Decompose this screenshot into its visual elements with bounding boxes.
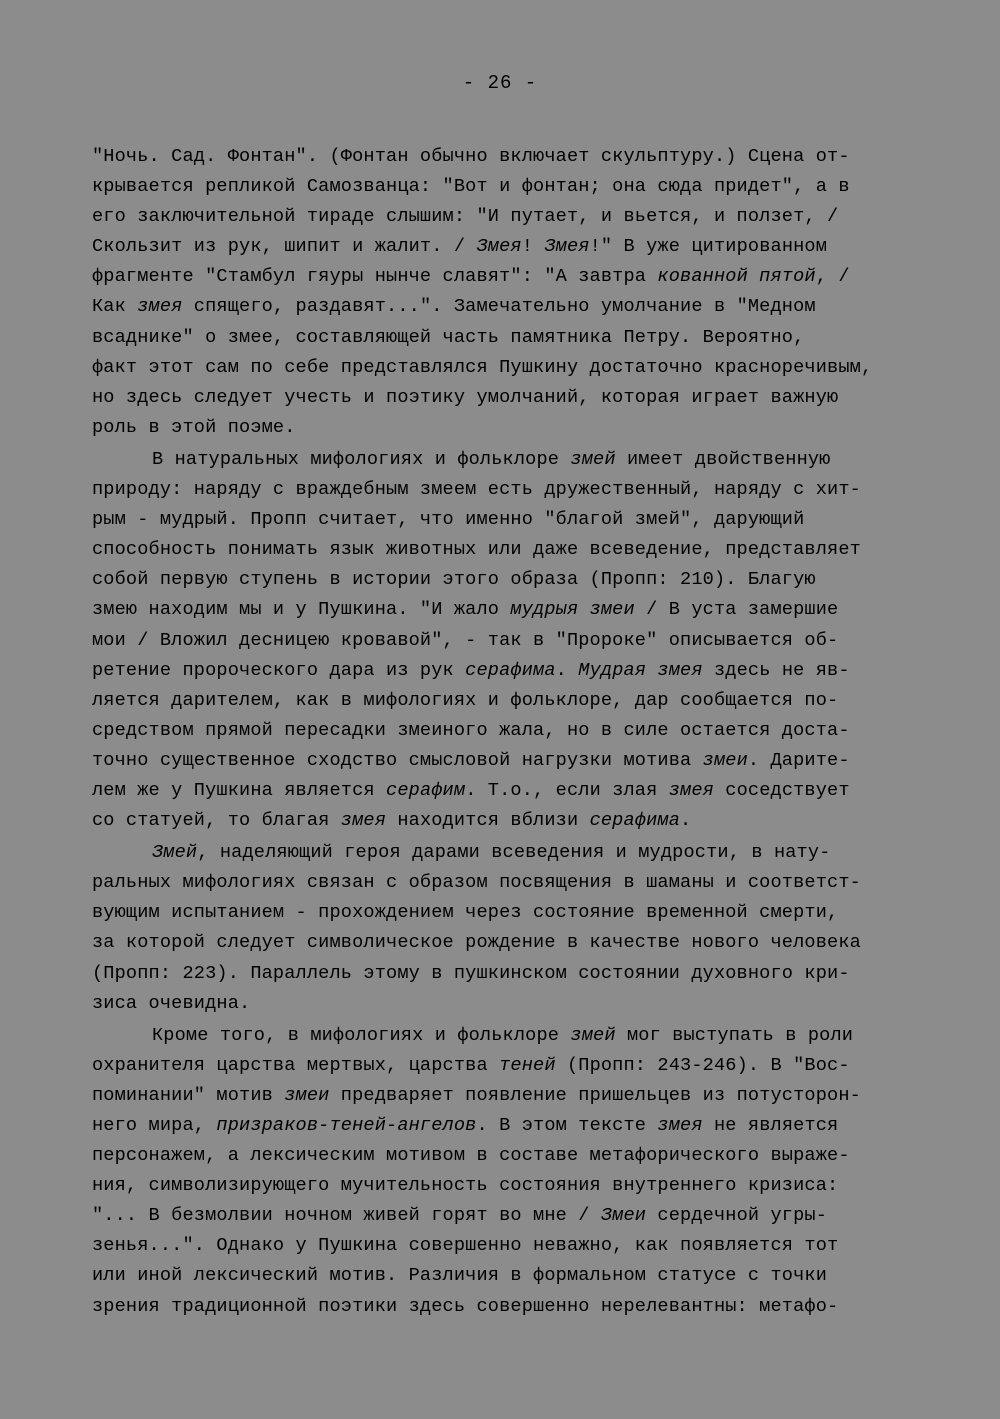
- text-line: [92, 1261, 922, 1291]
- italic-word: кованной пятой: [657, 266, 816, 288]
- italic-word: Змея: [476, 236, 522, 258]
- text-line: [92, 505, 922, 535]
- paragraph-first-line: [92, 445, 922, 475]
- text-segment: способность понимать язык животных или даже всеведение, представляет: [92, 539, 861, 561]
- text-line: [92, 595, 922, 625]
- italic-word: змеи: [284, 1084, 330, 1106]
- text-segment: (Пропп: 243-246). В "Вос-: [555, 1054, 850, 1076]
- text-segment: / В уста замершие: [634, 599, 839, 621]
- italic-word: Змей: [152, 842, 198, 864]
- text-segment: , наделяющий героя дарами всеведения и мудрости, в нату-: [197, 842, 831, 864]
- text-line: [92, 383, 922, 413]
- text-segment: Кроме того, в мифологиях и фольклоре: [152, 1024, 571, 1046]
- text-segment: персонажем, а лексическим мотивом в составе метафорического выраже-: [92, 1145, 850, 1167]
- italic-word: серафима: [465, 659, 556, 681]
- text-segment: . Т.о., если злая: [465, 779, 669, 801]
- text-segment: , /: [815, 266, 850, 288]
- text-segment: "Ночь. Сад. Фонтан". (Фонтан обычно включает скульптуру.) Сцена от-: [92, 146, 850, 167]
- text-segment: крывается репликой Самозванца: "Вот и фонтан; она сюда придет", а в: [92, 176, 850, 198]
- text-line: [92, 232, 922, 262]
- text-line: [92, 989, 922, 1019]
- text-line: [92, 1111, 922, 1141]
- text-line: [92, 868, 922, 898]
- text-line: [92, 475, 922, 505]
- italic-word: змея: [340, 810, 387, 832]
- text-line: [92, 928, 922, 958]
- text-line: [92, 535, 922, 565]
- italic-word: серафим: [386, 779, 466, 801]
- text-line: [92, 1201, 922, 1231]
- italic-word: Змеи: [600, 1205, 647, 1227]
- text-segment: .: [555, 659, 579, 681]
- text-line: [92, 565, 922, 595]
- text-segment: ляется дарителем, как в мифологиях и фольклоре, дар сообщается по-: [92, 689, 839, 711]
- text-line: [92, 1231, 922, 1261]
- text-segment: сердечной угры-: [646, 1205, 828, 1227]
- text-segment: соседствует: [713, 779, 850, 801]
- text-segment: со статуей, то благая: [92, 810, 341, 832]
- text-segment: ретение пророческого дара из рук: [92, 659, 466, 681]
- text-segment: . В этом тексте: [476, 1115, 658, 1136]
- text-segment: ральных мифологиях связан с образом посвящения в шаманы и соответст-: [92, 872, 861, 894]
- italic-word: призраков-теней-ангелов: [216, 1115, 477, 1136]
- text-segment: вующим испытанием - прохождением через состояние временной смерти,: [92, 902, 839, 924]
- body-text: [92, 142, 922, 1322]
- text-line: [92, 656, 922, 686]
- text-segment: змею находим мы и у Пушкина. "И жало: [92, 599, 511, 621]
- text-segment: спящего, раздавят...". Замечательно умолчание в "Медном: [182, 296, 816, 318]
- italic-word: змея: [657, 1115, 703, 1136]
- text-segment: но здесь следует учесть и поэтику умолчаний, которая играет важную: [92, 386, 839, 408]
- text-line: [92, 1171, 922, 1201]
- text-segment: лем же у Пушкина является: [92, 779, 387, 801]
- text-line: [92, 1292, 922, 1322]
- text-segment: имеет двойственную: [615, 448, 831, 470]
- text-segment: здесь не яв-: [702, 659, 850, 681]
- text-segment: !: [521, 236, 545, 258]
- text-line: [92, 1081, 922, 1111]
- italic-word: Мудрая змея: [578, 659, 703, 681]
- text-segment: средством прямой пересадки змеиного жала, но в силе остается доста-: [92, 719, 850, 741]
- text-segment: точно существенное сходство смысловой нагрузки мотива: [92, 749, 703, 771]
- text-segment: охранителя царства мертвых, царства: [92, 1054, 500, 1076]
- text-line: [92, 353, 922, 383]
- text-segment: поминании" мотив: [92, 1084, 285, 1106]
- text-line: [92, 716, 922, 746]
- text-segment: его заключительной тираде слышим: "И путает, и вьется, и ползет, /: [92, 206, 839, 228]
- text-segment: находится вблизи: [386, 810, 590, 832]
- italic-word: змей: [570, 448, 616, 470]
- text-segment: мои / Вложил десницею кровавой", - так в "Пророке" описывается об-: [92, 629, 839, 651]
- text-segment: !" В уже цитированном: [589, 236, 828, 258]
- italic-word: серафима: [589, 810, 681, 832]
- text-line: [92, 172, 922, 202]
- text-line: [92, 413, 922, 443]
- text-line: [92, 1051, 922, 1081]
- text-line: [92, 626, 922, 656]
- text-segment: предваряет появление пришельцев из потусторон-: [329, 1084, 861, 1106]
- italic-word: змея: [668, 779, 714, 801]
- text-segment: мог выступать в роли: [615, 1024, 854, 1046]
- italic-word: змеи: [702, 749, 748, 771]
- text-line: [92, 898, 922, 928]
- text-segment: В натуральных мифологиях и фольклоре: [152, 448, 571, 470]
- text-segment: зиса очевидна.: [92, 992, 251, 1014]
- text-line: [92, 806, 922, 836]
- italic-word: змея: [137, 296, 183, 318]
- text-line: [92, 262, 922, 292]
- text-line: [92, 776, 922, 806]
- text-segment: или иной лексический мотив. Различия в формальном статусе с точки: [92, 1265, 828, 1287]
- text-line: [92, 1141, 922, 1171]
- text-segment: Скользит из рук, шипит и жалит. /: [92, 236, 477, 258]
- text-segment: него мира,: [92, 1115, 217, 1136]
- text-segment: (Пропп: 223). Параллель этому в пушкинском состоянии духовного кри-: [92, 962, 850, 984]
- italic-word: мудрыя змеи: [510, 599, 635, 621]
- text-line: [92, 686, 922, 716]
- text-segment: фрагменте "Стамбул гяуры нынче славят": "А завтра: [92, 266, 658, 288]
- text-segment: "... В безмолвии ночном живей горят во мне /: [92, 1205, 601, 1227]
- text-segment: ния, символизирующего мучительность состояния внутреннего кризиса:: [92, 1175, 839, 1197]
- text-segment: зрения традиционной поэтики здесь совершенно нерелевантны: метафо-: [92, 1295, 839, 1317]
- paragraph-first-line: [92, 1021, 922, 1051]
- text-segment: за которой следует символическое рождение в качестве нового человека: [92, 932, 861, 954]
- text-segment: .: [680, 810, 692, 832]
- text-line: [92, 202, 922, 232]
- text-segment: собой первую ступень в истории этого образа (Пропп: 210). Благую: [92, 569, 816, 591]
- paragraph-first-line: [92, 838, 922, 868]
- page-number: - 26 -: [462, 72, 538, 94]
- text-line: [92, 959, 922, 989]
- italic-word: теней: [499, 1054, 556, 1076]
- text-segment: Как: [92, 296, 138, 318]
- text-segment: роль в этой поэме.: [92, 416, 296, 438]
- text-segment: факт этот сам по себе представлялся Пушкину достаточно красноречивым,: [92, 356, 873, 378]
- text-segment: не является: [702, 1115, 839, 1136]
- text-segment: всаднике" о змее, составляющей часть памятника Петру. Вероятно,: [92, 326, 805, 348]
- text-line: [92, 292, 922, 322]
- italic-word: змей: [570, 1024, 616, 1046]
- text-segment: зенья...". Однако у Пушкина совершенно неважно, как появляется тот: [92, 1235, 839, 1257]
- italic-word: Змея: [544, 236, 590, 258]
- text-line: [92, 746, 922, 776]
- text-segment: . Дарите-: [747, 749, 850, 771]
- text-segment: рым - мудрый. Пропп считает, что именно "благой змей", дарующий: [92, 509, 805, 531]
- text-segment: природу: наряду с враждебным змеем есть дружественный, наряду с хит-: [92, 479, 861, 501]
- text-line: [92, 323, 922, 353]
- text-line: [92, 142, 922, 172]
